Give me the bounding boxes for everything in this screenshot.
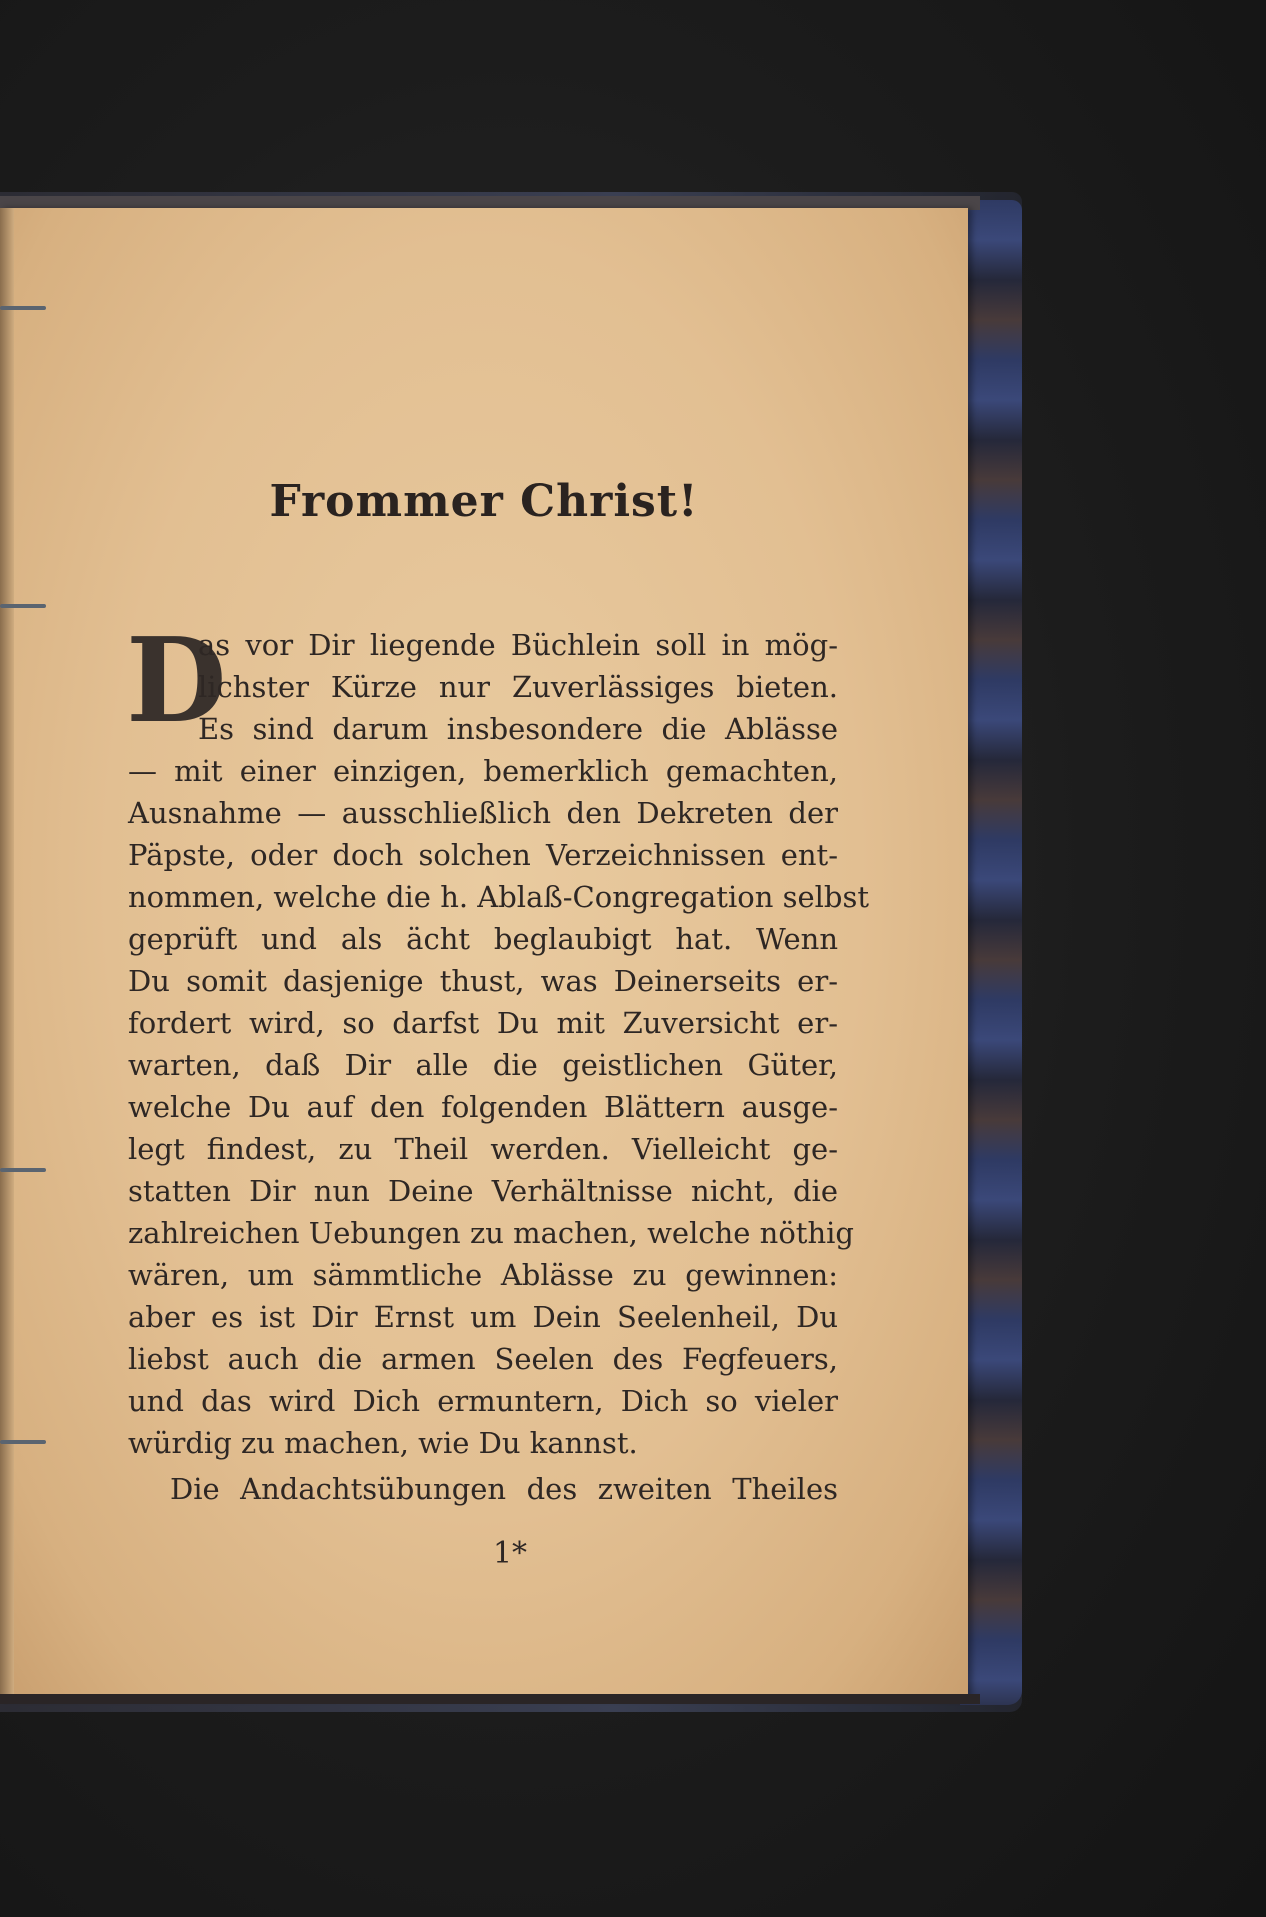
text-line: fordert wird, so darfst Du mit Zuversicht er- xyxy=(128,1006,838,1040)
text-line: und das wird Dich ermuntern, Dich so vieler xyxy=(128,1384,838,1418)
text-line: wären, um sämmtliche Ablässe zu gewinnen: xyxy=(128,1258,838,1292)
text-line: aber es ist Dir Ernst um Dein Seelenheil, Du xyxy=(128,1300,838,1334)
text-line: Ausnahme — ausschließlich den Dekreten der xyxy=(128,796,838,830)
signature-mark: 1* xyxy=(492,1536,528,1571)
text-line: welche Du auf den folgenden Blättern ausge- xyxy=(128,1090,838,1124)
text-line: — mit einer einzigen, bemerklich gemachten, xyxy=(128,754,838,788)
binding-thread xyxy=(0,1440,46,1444)
text-line: Päpste, oder doch solchen Verzeichnissen ent- xyxy=(128,838,838,872)
page-title: Frommer Christ! xyxy=(269,476,699,527)
text-line: Es sind darum insbesondere die Ablässe xyxy=(198,712,838,746)
drop-cap: D xyxy=(126,613,227,749)
binding-thread xyxy=(0,1168,46,1172)
binding-thread xyxy=(0,306,46,310)
page-gutter xyxy=(0,208,14,1698)
text-line: zahlreichen Uebungen zu machen, welche nöthig xyxy=(128,1216,854,1250)
text-line: lichster Kürze nur Zuverlässiges bieten. xyxy=(198,670,838,704)
text-line: geprüft und als ächt beglaubigt hat. Wenn xyxy=(128,922,838,956)
text-line: warten, daß Dir alle die geistlichen Güter, xyxy=(128,1048,838,1082)
cover-marbled-edge xyxy=(960,200,1022,1705)
text-line: nommen, welche die h. Ablaß-Congregation selbst xyxy=(128,880,870,914)
binding-thread xyxy=(0,604,46,608)
body-text xyxy=(128,624,870,1510)
page-bottom-edge xyxy=(0,1694,980,1704)
text-line: legt findest, zu Theil werden. Vielleicht ge- xyxy=(128,1132,838,1166)
text-line: liebst auch die armen Seelen des Fegfeuers, xyxy=(128,1342,838,1376)
text-line: Du somit dasjenige thust, was Deinerseits er- xyxy=(128,964,838,998)
text-line: Die Andachtsübungen des zweiten Theiles xyxy=(170,1472,838,1506)
text-line: würdig zu machen, wie Du kannst. xyxy=(128,1426,638,1460)
text-line: statten Dir nun Deine Verhältnisse nicht, die xyxy=(128,1174,838,1208)
text-line: as vor Dir liegende Büchlein soll in mög- xyxy=(198,628,838,662)
